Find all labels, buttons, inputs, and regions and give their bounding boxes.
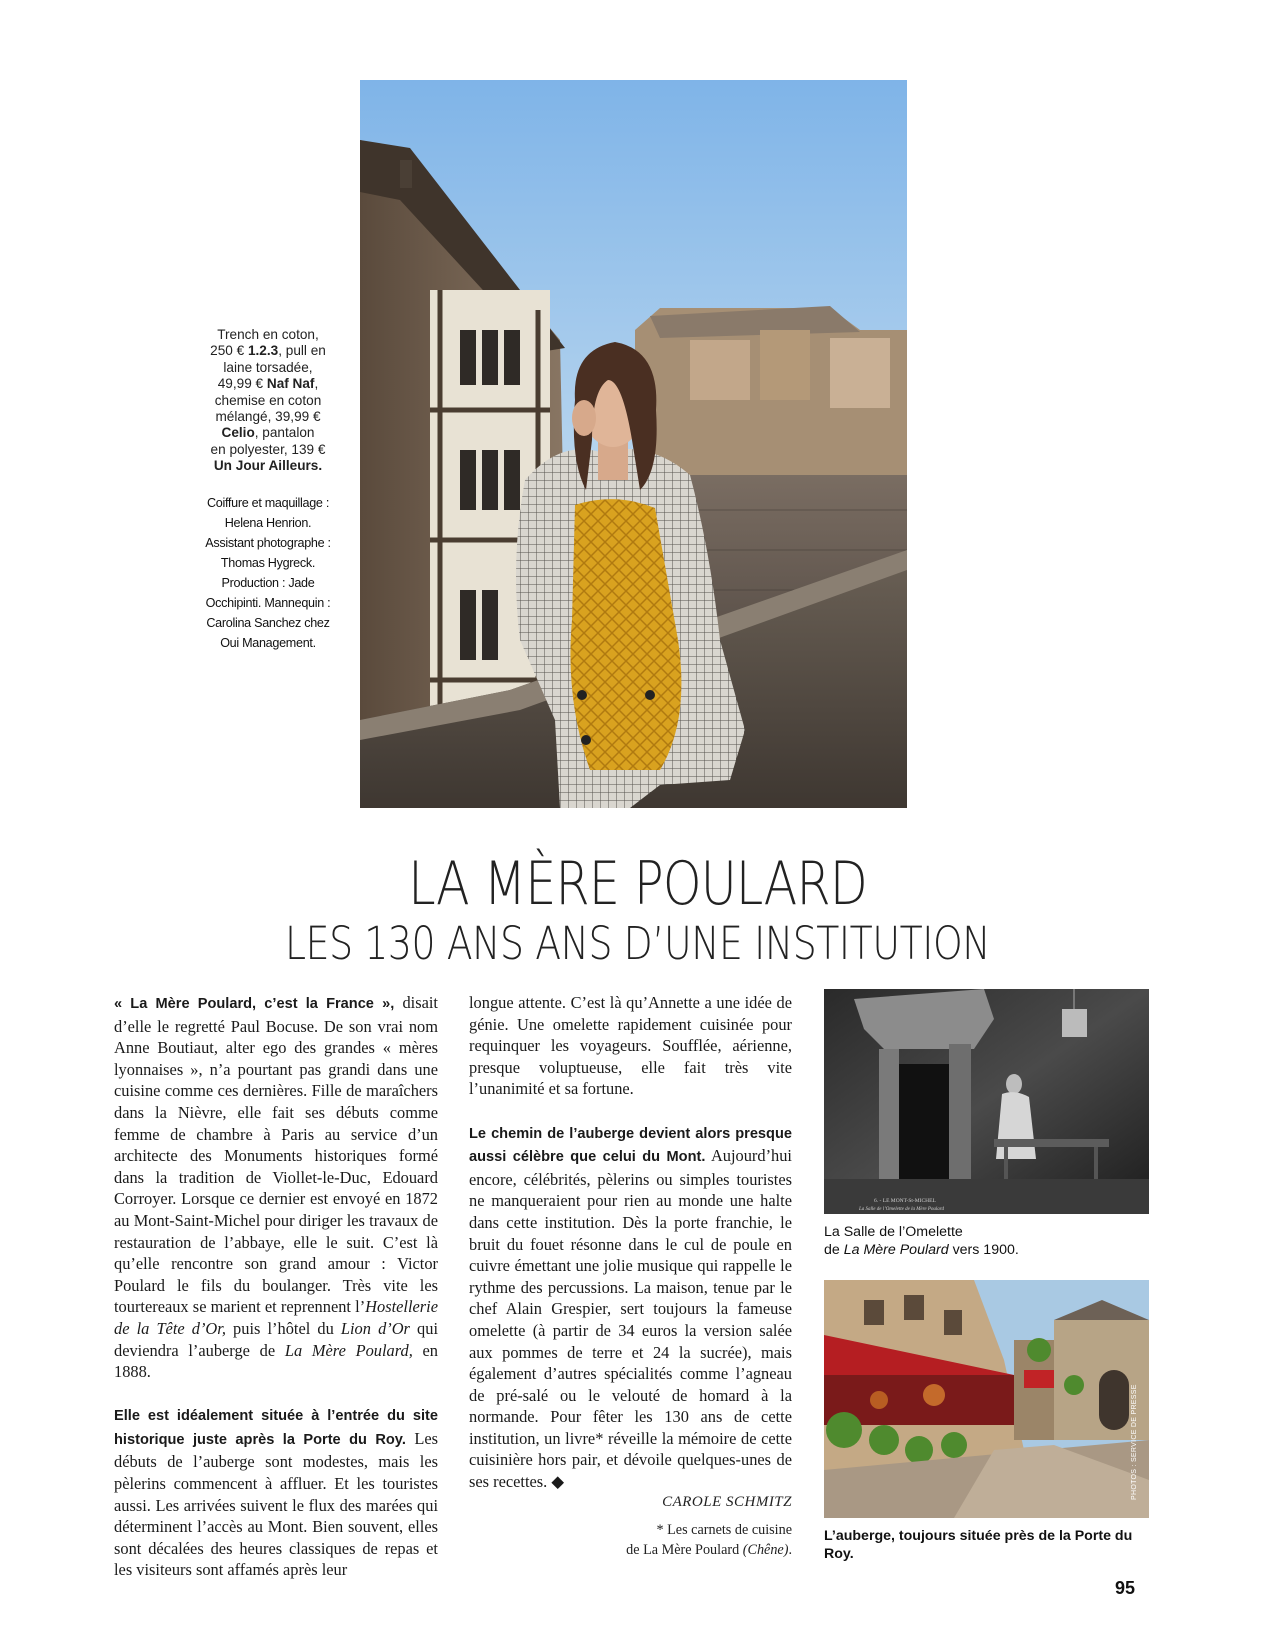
- credit-line: 250 € 1.2.3, pull en: [210, 343, 326, 359]
- hero-photo: [360, 80, 907, 808]
- page-number: 95: [1115, 1578, 1136, 1598]
- author-signature: CAROLE SCHMITZ: [662, 1494, 792, 1510]
- credit-line: Trench en coton,: [217, 327, 319, 342]
- staff-line: Helena Henrion.: [224, 516, 312, 530]
- staff-line: Coiffure et maquillage :: [206, 496, 330, 510]
- fashion-credits: [188, 327, 348, 475]
- credit-line: chemise en coton: [214, 392, 322, 408]
- staff-line: Occhipinti. Mannequin :: [205, 596, 331, 610]
- lead-in: « La Mère Poulard, c’est la France »,: [114, 996, 395, 1012]
- credit-line: mélangé, 39,99 €: [215, 409, 321, 425]
- staff-line: Carolina Sanchez chez: [206, 616, 330, 630]
- credit-line: 49,99 € Naf Naf,: [217, 376, 319, 392]
- article-column-2: [469, 992, 792, 1493]
- photo-caption: L’auberge, toujours située près de la Porte du Roy.: [824, 1528, 1133, 1562]
- postcard-caption: La Salle de l’Omelette de la Mère Poulard: [859, 1207, 945, 1212]
- footnote: * Les carnets de cuisine de La Mère Poulard (Chêne).: [626, 1522, 792, 1558]
- staff-line: Thomas Hygreck.: [220, 556, 316, 570]
- credit-line: Celio, pantalon: [221, 425, 315, 441]
- article-subtitle: LES 130 ANS ANS D’UNE INSTITUTION: [284, 917, 991, 970]
- staff-line: Production : Jade: [221, 576, 315, 590]
- street-photo: [824, 1280, 1149, 1518]
- credit-line: [188, 458, 348, 474]
- credit-line: laine torsadée,: [223, 359, 313, 375]
- lead-in: Le chemin de l’auberge devient alors presque aussi célèbre que celui du Mont.: [469, 1125, 792, 1166]
- paragraph: « La Mère Poulard, c’est la France », disait d’elle le regretté Paul Bocuse. De son vrai nom Anne Boutiaut, alter ego des grandes « mères lyonnaises », n’a pourtant pas grandi dans une cuisine comme ces dernières. Fille de maraîchers dans la Nièvre, elle fait ses débuts comme femme de chambre à Paris au service d’un architecte des Monuments historiques formé dans la tradition de Viollet-le-Duc, Edouard Corroyer. Lorsque ce dernier est envoyé en 1872 au Mont-Saint-Michel pour diriger les travaux de restauration de l’abbaye, elle le suit. C’est là qu’elle rencontre son grand amour : Victor Poulard le fils du boulanger. Très vite les tourtereaux se marient et reprennent l’Hostellerie de la Tête d’Or, puis l’hôtel du Lion d’Or qui deviendra l’auberge de La Mère Poulard, en 1888.: [114, 993, 438, 1382]
- brand-name: Naf Naf: [266, 376, 315, 392]
- article-column-1: [114, 992, 438, 1581]
- photo-credit: PHOTOS : SERVICE DE PRESSE: [1131, 1384, 1138, 1500]
- paragraph: longue attente. C’est là qu’Annette a une idée de génie. Une omelette rapidement cuisinée pour requinquer les voyageurs. Soufflée, aérienne, presque voluptueuse, elle fait très vite l’unanimité et sa fortune.: [469, 993, 792, 1099]
- article-title: LA MÈRE POULARD: [408, 849, 867, 919]
- brand-name: Un Jour Ailleurs.: [213, 458, 323, 474]
- paragraph: Elle est idéalement située à l’entrée du site historique juste après la Porte du Roy. Les débuts de l’auberge sont modestes, mais les pèlerins commencent à affluer. Et les touristes aussi. Les arrivées suivent le flux des marées qui déterminent l’accès au Mont. Bien souvent, elles sont décalées des heures classiques de repas et les visiteurs sont affamés après leur: [114, 1408, 438, 1580]
- vintage-photo: [824, 989, 1149, 1214]
- brand-name: Celio: [221, 425, 255, 441]
- brand-name: 1.2.3: [247, 343, 279, 359]
- lead-in: Elle est idéalement située à l’entrée du site historique juste après la Porte du Roy.: [114, 1408, 438, 1448]
- credit-line: en polyester, 139 €: [210, 441, 326, 457]
- postcard-title: 6. - LE MONT-St-MICHEL: [874, 1198, 936, 1204]
- staff-credits: [188, 493, 348, 653]
- paragraph: Le chemin de l’auberge devient alors presque aussi célèbre que celui du Mont. Aujourd’hui encore, célébrités, pèlerins ou simples touristes ne manqueraient pour rien au monde une halte dans cette institution. Dès la porte franchie, le bruit du fouet résonne dans le cul de poule en cuivre émettant une jolie musique qui rappelle le rythme des percussions. La maison, tenue par le chef Alain Grespier, sert toujours la fameuse omelette (à partir de 34 euros la version salée aux pommes de terre et 24 la sucrée), mais également d’autres spécialités comme l’agneau de pré-salé ou le velouté de homard à la normande. Pour fêter les 130 ans de cette institution, un livre* réveille la mémoire de cette cuisinière hors pair, et dévoile quelques-unes de ses recettes. ◆: [469, 1125, 792, 1492]
- staff-line: Assistant photographe :: [205, 536, 331, 550]
- photo-caption: La Salle de l’Omelette de La Mère Poulard vers 1900.: [824, 1224, 1019, 1258]
- staff-line: Oui Management.: [220, 636, 316, 650]
